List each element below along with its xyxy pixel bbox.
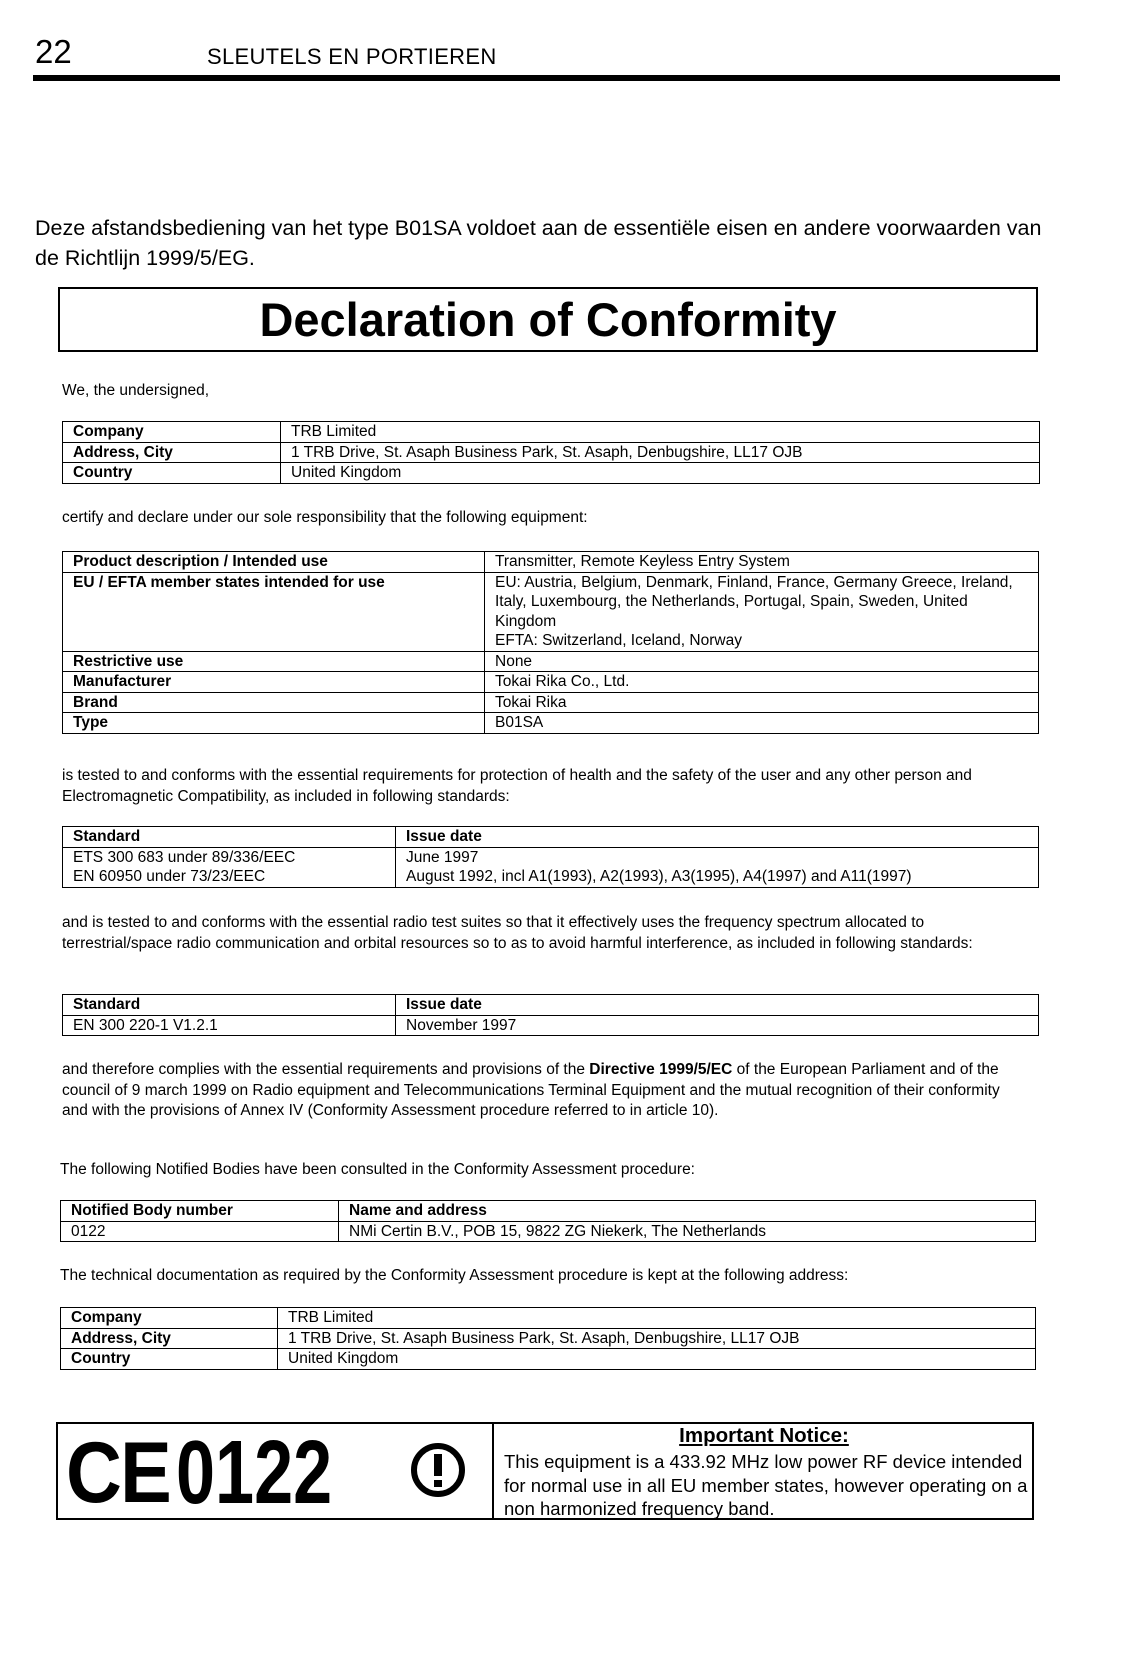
standards-list: ETS 300 683 under 89/336/EEC EN 60950 under 73/23/EEC bbox=[63, 847, 396, 887]
notice-title: Important Notice: bbox=[679, 1424, 849, 1447]
issue-date-header: Issue date bbox=[396, 995, 1039, 1016]
member-states-value bbox=[485, 572, 1039, 651]
intro-text: Deze afstandsbediening van het type B01SA voldoet aan de essentiële eisen en andere voorwaarden van de Richtlijn 1999/5/EG. bbox=[35, 216, 1042, 270]
table-row bbox=[61, 1201, 1036, 1222]
manufacturer-label: Manufacturer bbox=[63, 672, 485, 693]
directive-text bbox=[62, 1060, 1022, 1122]
documentation-table bbox=[60, 1307, 1036, 1370]
restrictive-use-value: None bbox=[485, 651, 1039, 672]
address-label: Address, City bbox=[63, 442, 281, 463]
directive-text-1: and therefore complies with the essential requirements and provisions of the bbox=[62, 1061, 590, 1078]
issue-date-header: Issue date bbox=[396, 827, 1039, 848]
address-label: Address, City bbox=[61, 1328, 278, 1349]
company-table bbox=[62, 421, 1040, 484]
brand-value: Tokai Rika bbox=[485, 692, 1039, 713]
notified-text: The following Notified Bodies have been consulted in the Conformity Assessment procedure: bbox=[60, 1161, 695, 1178]
standards-table-1 bbox=[62, 826, 1039, 888]
table-row bbox=[63, 847, 1039, 887]
issue-date-value: November 1997 bbox=[396, 1015, 1039, 1036]
ce-mark-logo: CE bbox=[66, 1425, 170, 1521]
address-value: 1 TRB Drive, St. Asaph Business Park, St. Asaph, Denbugshire, LL17 OJB bbox=[281, 442, 1040, 463]
standard-header: Standard bbox=[63, 827, 396, 848]
product-table bbox=[62, 551, 1039, 734]
tested-text: is tested to and conforms with the essential requirements for protection of health and the safety of the user and any other person and Electromagnetic Compatibility, as included in following standards: bbox=[62, 767, 972, 805]
notified-body-table bbox=[60, 1200, 1036, 1242]
country-label: Country bbox=[63, 463, 281, 484]
table-row bbox=[63, 552, 1039, 573]
type-value: B01SA bbox=[485, 713, 1039, 734]
address-value: 1 TRB Drive, St. Asaph Business Park, St. Asaph, Denbugshire, LL17 OJB bbox=[278, 1328, 1036, 1349]
table-row bbox=[61, 1308, 1036, 1329]
member-states-efta: EFTA: Switzerland, Iceland, Norway bbox=[495, 632, 742, 649]
country-label: Country bbox=[61, 1349, 278, 1370]
standards-table-2 bbox=[62, 994, 1039, 1036]
table-row bbox=[63, 827, 1039, 848]
brand-label: Brand bbox=[63, 692, 485, 713]
company-value: TRB Limited bbox=[281, 422, 1040, 443]
company-value: TRB Limited bbox=[278, 1308, 1036, 1329]
country-value: United Kingdom bbox=[278, 1349, 1036, 1370]
table-row bbox=[61, 1328, 1036, 1349]
member-states-label: EU / EFTA member states intended for use bbox=[63, 572, 485, 651]
notified-body-number-header: Notified Body number bbox=[61, 1201, 339, 1222]
table-row bbox=[63, 422, 1040, 443]
country-value: United Kingdom bbox=[281, 463, 1040, 484]
table-row bbox=[63, 672, 1039, 693]
alert-class-2-icon bbox=[410, 1442, 466, 1498]
table-row bbox=[63, 463, 1040, 484]
header-rule bbox=[33, 75, 1060, 81]
type-label: Type bbox=[63, 713, 485, 734]
company-label: Company bbox=[61, 1308, 278, 1329]
table-row bbox=[63, 692, 1039, 713]
declaration-title-box bbox=[58, 287, 1038, 352]
product-description-label: Product description / Intended use bbox=[63, 552, 485, 573]
notified-body-number: 0122 bbox=[61, 1221, 339, 1242]
declaration-title: Declaration of Conformity bbox=[259, 293, 837, 346]
issue-dates-list: June 1997 August 1992, incl A1(1993), A2(1993), A3(1995), A4(1997) and A11(1997) bbox=[396, 847, 1039, 887]
name-address-header: Name and address bbox=[339, 1201, 1036, 1222]
directive-text-2: of the European Parliament and of the council of 9 march 1999 on Radio equipment and Telecommunications Terminal Equipment and the mutual recognition of their conformity and with the provisions of Annex IV (Conformity Assessment procedure referred to in article 10). bbox=[62, 1061, 1000, 1119]
table-row bbox=[63, 713, 1039, 734]
manufacturer-value: Tokai Rika Co., Ltd. bbox=[485, 672, 1039, 693]
company-label: Company bbox=[63, 422, 281, 443]
documentation-text: The technical documentation as required by the Conformity Assessment procedure is kept at the following address: bbox=[60, 1267, 849, 1284]
table-row bbox=[63, 1015, 1039, 1036]
certify-text: certify and declare under our sole responsibility that the following equipment: bbox=[62, 509, 588, 526]
standard-value: EN 300 220-1 V1.2.1 bbox=[63, 1015, 396, 1036]
product-description-value: Transmitter, Remote Keyless Entry System bbox=[485, 552, 1039, 573]
section-title: SLEUTELS EN PORTIEREN bbox=[207, 44, 497, 69]
notice-text: This equipment is a 433.92 MHz low power RF device intended for normal use in all EU member states, however operating on a non harmonized frequency band. bbox=[504, 1451, 1028, 1519]
table-row bbox=[61, 1221, 1036, 1242]
restrictive-use-label: Restrictive use bbox=[63, 651, 485, 672]
table-row bbox=[63, 442, 1040, 463]
notified-body-name-address: NMi Certin B.V., POB 15, 9822 ZG Niekerk, The Netherlands bbox=[339, 1221, 1036, 1242]
undersigned-text: We, the undersigned, bbox=[62, 382, 210, 399]
radio-text: and is tested to and conforms with the essential radio test suites so that it effectively uses the frequency spectrum allocated to terrestrial/space radio communication and orbital resources so to as to avoid harmful interference, as included in following standards: bbox=[62, 914, 973, 952]
table-row bbox=[61, 1349, 1036, 1370]
directive-name: Directive 1999/5/EC bbox=[589, 1061, 733, 1078]
table-row bbox=[63, 651, 1039, 672]
page-number: 22 bbox=[35, 33, 72, 70]
table-row bbox=[63, 572, 1039, 651]
notified-body-number-mark: 0122 bbox=[176, 1423, 333, 1523]
table-row bbox=[63, 995, 1039, 1016]
standard-header: Standard bbox=[63, 995, 396, 1016]
member-states-eu: EU: Austria, Belgium, Denmark, Finland, France, Germany Greece, Ireland, Italy, Luxembourg, the Netherlands, Portugal, Spain, Sweden, United Kingdom bbox=[495, 573, 1013, 630]
